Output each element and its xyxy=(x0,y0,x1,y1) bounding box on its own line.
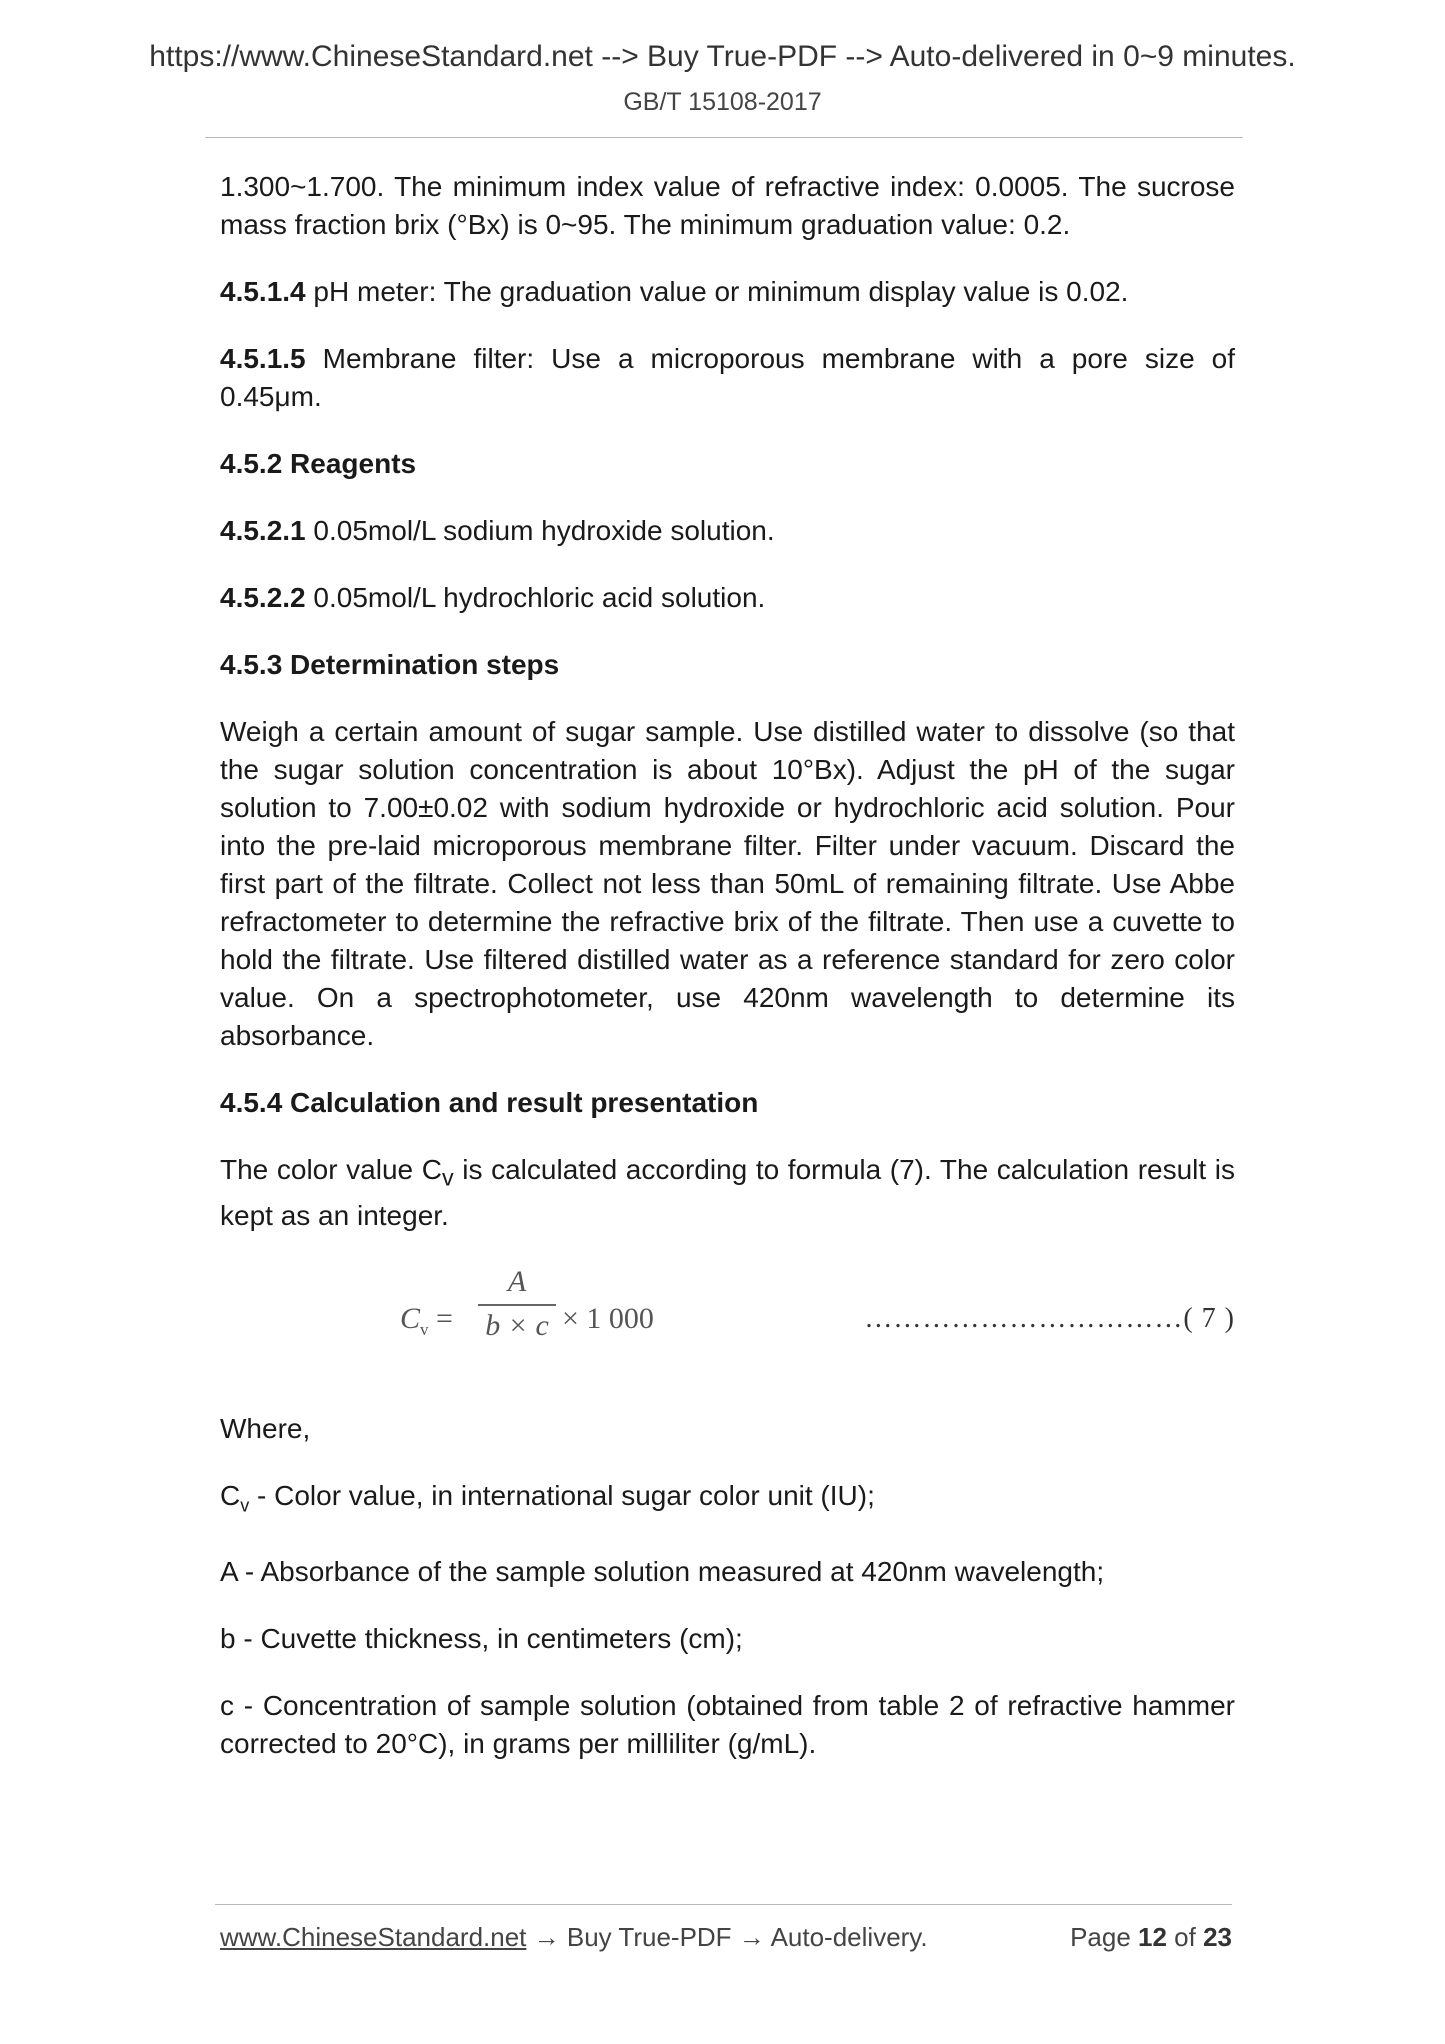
formula-lhs xyxy=(400,1300,453,1349)
where-label: Where, xyxy=(220,1412,311,1444)
definition-cv xyxy=(220,1477,1235,1525)
clause-number: 4.5.2.2 xyxy=(220,582,306,613)
page-label: Page xyxy=(1070,1922,1139,1952)
of-label: of xyxy=(1166,1922,1204,1952)
def-text: - Color value, in international sugar color unit (IU); xyxy=(249,1479,875,1511)
intro-paragraph: 1.300~1.700. The minimum index value of refractive index: 0.0005. The sucrose mass fraction brix (°Bx) is 0~95. The minimum graduation value: 0.2. xyxy=(220,171,1235,240)
footer-text: → Buy True-PDF → Auto-delivery. xyxy=(526,1922,928,1952)
fraction-bar xyxy=(478,1304,556,1306)
page-footer xyxy=(220,1922,1232,1953)
heading-reagents: 4.5.2 Reagents xyxy=(220,448,417,479)
steps-paragraph: Weigh a certain amount of sugar sample. Use distilled water to dissolve (so that the sugar solution concentration is about 10°Bx). Adjust the pH of the sugar solution to 7.00±0.02 with sodium hydroxide or hydrochloric acid solution. Pour into the pre-laid microporous membrane filter. Filter under vacuum. Discard the first part of the filtrate. Collect not less than 50mL of remaining filtrate. Use Abbe refractometer to determine the refractive brix of the filtrate. Then use a cuvette to hold the filtrate. Use filtered distilled water as a reference standard for zero color value. On a spectrophotometer, use 420nm wavelength to determine its absorbance. xyxy=(220,716,1235,1051)
formula-7 xyxy=(220,1264,1235,1374)
formula-number: ……………………………( 7 ) xyxy=(864,1302,1235,1334)
clause-4-5-2-1 xyxy=(220,512,1235,550)
formula-equals: = xyxy=(428,1301,453,1335)
clause-4-5-2-2 xyxy=(220,579,1235,617)
page-content xyxy=(220,168,1235,1792)
page-total: 23 xyxy=(1203,1922,1232,1952)
formula-symbol: C xyxy=(400,1301,421,1335)
footer-divider xyxy=(215,1904,1232,1905)
clause-text: Membrane filter: Use a microporous membrane with a pore size of 0.45μm. xyxy=(220,343,1235,412)
formula-subscript: v xyxy=(420,1319,429,1339)
def-subscript: v xyxy=(240,1495,250,1516)
footer-link[interactable]: www.ChineseStandard.net xyxy=(220,1922,527,1952)
calc-subscript: v xyxy=(441,1164,454,1191)
formula-fraction xyxy=(478,1264,556,1344)
header-divider xyxy=(205,137,1243,138)
clause-number: 4.5.2.1 xyxy=(220,515,306,546)
definition-b: b - Cuvette thickness, in centimeters (cm); xyxy=(220,1623,743,1655)
clause-text: 0.05mol/L hydrochloric acid solution. xyxy=(305,582,766,613)
def-symbol: C xyxy=(220,1479,241,1511)
clause-number: 4.5.1.5 xyxy=(220,343,306,374)
formula-denominator: b × c xyxy=(485,1308,549,1342)
heading-calculation: 4.5.4 Calculation and result presentation xyxy=(220,1087,759,1118)
url-banner[interactable]: https://www.ChineseStandard.net --> Buy True-PDF --> Auto-delivered in 0~9 minutes. xyxy=(149,40,1296,73)
calc-text-pre: The color value C xyxy=(220,1154,442,1185)
definition-a: A - Absorbance of the sample solution measured at 420nm wavelength; xyxy=(220,1556,1105,1588)
calculation-paragraph xyxy=(220,1151,1235,1235)
page-number: 12 xyxy=(1138,1922,1167,1952)
formula-multiplier: × 1 000 xyxy=(562,1301,654,1335)
formula-numerator: A xyxy=(507,1264,527,1298)
clause-text: 0.05mol/L sodium hydroxide solution. xyxy=(305,515,775,546)
clause-text: pH meter: The graduation value or minimum display value is 0.02. xyxy=(305,276,1129,307)
heading-determination-steps: 4.5.3 Determination steps xyxy=(220,649,560,680)
clause-4-5-1-4 xyxy=(220,273,1235,311)
definition-c: c - Concentration of sample solution (obtained from table 2 of refractive hammer corrected to 20°C), in grams per milliliter (g/mL). xyxy=(220,1690,1235,1760)
clause-4-5-1-5 xyxy=(220,340,1235,416)
standard-code: GB/T 15108-2017 xyxy=(623,88,822,116)
page-indicator xyxy=(1070,1922,1232,1953)
calc-text-post: is calculated according to formula (7). The calculation result is kept as an integer. xyxy=(220,1154,1236,1231)
clause-number: 4.5.1.4 xyxy=(220,276,306,307)
